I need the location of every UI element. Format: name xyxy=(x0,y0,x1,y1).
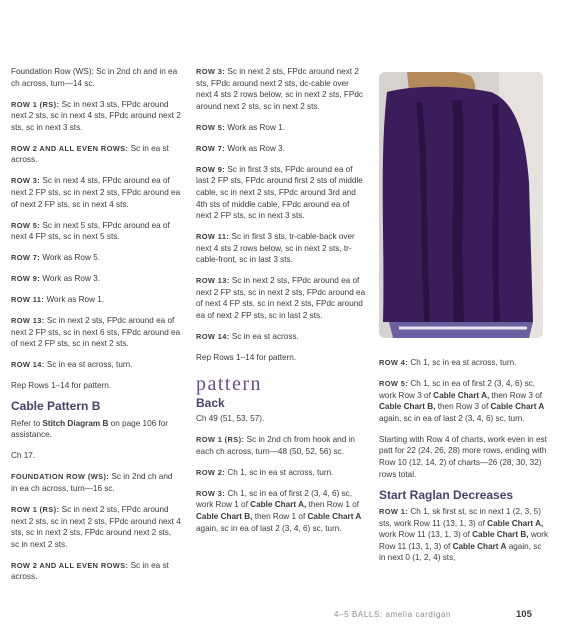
row-label: ROW 5: xyxy=(379,378,409,388)
row-text: Sc in next 3 sts, FPdc around next 2 sts, sc in next 4 sts, FPdc around next 2 sts, sc in next 3 sts. xyxy=(11,99,181,132)
row-2-even xyxy=(11,143,181,166)
row-label: ROW 5: xyxy=(196,122,226,132)
row-text: Sc in 2nd ch and in ea ch across, turn—16 sc. xyxy=(11,472,173,493)
row-text: Work as Row 5. xyxy=(40,253,101,263)
row-label: ROW 14: xyxy=(11,360,45,370)
child-in-cardigan-image xyxy=(379,72,543,338)
row-text: Ch 1, sc in ea of first 2 (3, 4, 6) sc, work Row 3 of xyxy=(379,378,536,400)
row-text: Sc in 2nd ch and in ea ch across, turn—14 sc. xyxy=(11,67,178,88)
row-label: ROW 1 (RS): xyxy=(196,435,245,445)
row-label: ROW 5: xyxy=(11,220,41,230)
row-label: ROW 7: xyxy=(196,143,226,153)
column-1 xyxy=(11,66,181,592)
row-text: Sc in ea st across, turn. xyxy=(44,360,133,370)
chart-ref: Cable Chart A, xyxy=(487,518,544,528)
row-text: Ch 1, sc in ea st across, turn. xyxy=(225,467,334,477)
row-label: ROW 7: xyxy=(11,253,41,263)
chart-ref: Cable Chart B, xyxy=(379,402,436,412)
stitch-diagram-link: Stitch Diagram B xyxy=(42,418,109,428)
b-row-14 xyxy=(196,331,366,343)
refer-pre: Refer to xyxy=(11,418,43,428)
b-row-9 xyxy=(196,164,366,222)
page-number: 105 xyxy=(516,609,532,620)
row-text: then Row 1 of xyxy=(252,511,308,521)
row-text: work Row 11 (13, 1, 3) of xyxy=(379,530,549,551)
chart-ref: Cable Chart A xyxy=(490,402,545,412)
refer-note xyxy=(11,418,181,441)
row-label: ROW 4: xyxy=(379,358,409,367)
b-foundation-row xyxy=(11,471,181,494)
row-text: Sc in next 5 sts, FPdc around ea of next 4 FP sts, sc in next 5 sts. xyxy=(11,220,170,242)
row-label: Foundation Row (WS): xyxy=(11,67,94,76)
cable-center xyxy=(457,100,459,322)
back-heading: Back xyxy=(196,395,225,410)
row-label: FOUNDATION ROW (WS): xyxy=(11,472,110,482)
row-text: Sc in next 2 sts, FPdc around ea of next 2 FP sts, sc in next 6 sts, FPdc around ea of next 2 FP sts, sc in next 2 sts. xyxy=(11,316,181,349)
row-14 xyxy=(11,359,181,371)
row-label: ROW 13: xyxy=(11,316,45,326)
row-text: again, sc in next 0 (1, 2, 4) sts, xyxy=(379,541,542,563)
row-text: Ch 1, sc in ea of first 2 (3, 4, 6) sc, work Row 1 of xyxy=(196,488,353,510)
b-repeat-note: Rep Rows 1–14 for pattern. xyxy=(196,353,297,363)
back-row-2 xyxy=(196,467,366,479)
row-5 xyxy=(11,220,181,243)
row-text: then Row 1 of xyxy=(306,500,360,510)
repeat-note: Rep Rows 1–14 for pattern. xyxy=(11,381,112,391)
row-text: Work as Row 1. xyxy=(44,295,105,305)
row-label: ROW 9: xyxy=(11,274,41,284)
back-row-4 xyxy=(379,357,549,369)
row-text: Sc in first 3 sts, FPdc around ea of last 2 FP sts, FPdc around first 2 sts of middle cable, sc in next 2 sts, FPdc around 3rd and 4th sts of middle cable, FPdc around ea of next 2 FP sts, sc in next 3 sts. xyxy=(196,164,363,221)
row-label: ROW 11: xyxy=(11,295,45,305)
work-even-note: Starting with Row 4 of charts, work even in est patt for 22 (24, 26, 28) more rows, ending with Row 10 (12, 14, 2) of charts—26 (28, 30, 32) rows total. xyxy=(379,434,547,479)
column-2 xyxy=(196,66,366,544)
row-label: ROW 13: xyxy=(196,276,230,286)
b-row-2-even xyxy=(11,560,181,583)
b-row-3 xyxy=(196,66,366,112)
chart-ref: Cable Chart B, xyxy=(196,511,253,521)
row-text: Sc in ea st across. xyxy=(11,143,169,165)
row-text: then Row 3 of xyxy=(489,390,543,400)
chart-ref: Cable Chart A, xyxy=(250,500,307,510)
b-row-7 xyxy=(196,143,366,155)
footer-title: 4–5 BALLS: amelia cardigan xyxy=(334,610,451,619)
row-11 xyxy=(11,294,181,306)
row-text: Sc in first 3 sts, tr-cable-back over next 4 sts 2 rows below, sc in next 2 sts, tr-cable-front, sc in last 3 sts. xyxy=(196,232,355,265)
row-label: ROW 3: xyxy=(196,67,226,76)
b-row-5 xyxy=(196,122,366,134)
row-text: Ch 1, sc in ea st across, turn. xyxy=(408,358,517,367)
b-row-11 xyxy=(196,231,366,266)
chart-ref: Cable Chart A xyxy=(307,511,362,521)
foundation-row xyxy=(11,66,181,89)
row-text: Sc in next 2 sts, FPdc around next 2 sts, FPdc around next 2 sts, dc-cable over next 4 sts 2 rows below, sc in next 2 sts, FPdc around next 2 sts, sc in next 2 sts. xyxy=(196,67,364,111)
chart-ref: Cable Chart A, xyxy=(433,390,490,400)
chart-ref: Cable Chart B, xyxy=(472,530,529,540)
row-text: work Row 11 (13, 1, 3) of xyxy=(379,530,473,540)
row-label: ROW 1 (RS): xyxy=(11,504,60,514)
row-text: Sc in ea st across. xyxy=(229,332,299,342)
row-text: Sc in next 2 sts, FPdc around next 2 sts, sc in next 2 sts, FPdc around next 4 sts, sc in next 2 sts, FPdc around next 2 sts, sc in next 2 sts. xyxy=(11,504,181,549)
row-label: ROW 9: xyxy=(196,164,226,174)
row-text: Sc in ea st across. xyxy=(11,560,169,582)
striped-skirt xyxy=(389,322,533,338)
row-text: Ch 1, sk first st, sc in next 1 (2, 3, 5) sts, work Row 11 (13, 1, 3) of xyxy=(379,507,541,528)
back-row-1 xyxy=(196,434,366,457)
row-label: ROW 1 (RS): xyxy=(11,99,60,109)
row-text: Sc in 2nd ch from hook and in each ch across, turn—48 (50, 52, 56) sc. xyxy=(196,435,355,456)
back-chain-count: Ch 49 (51, 53, 57). xyxy=(196,414,265,424)
pattern-heading: pattern xyxy=(196,372,263,395)
row-9 xyxy=(11,273,181,285)
chart-ref: Cable Chart A xyxy=(452,541,507,551)
row-13 xyxy=(11,315,181,350)
row-text: Work as Row 3. xyxy=(40,274,101,284)
row-text: Sc in next 2 sts, FPdc around ea of next 2 FP sts, sc in next 2 sts, FPdc around ea of next 4 FP sts, sc in next 2 sts, FPdc around ea of next 2 FP sts, sc in last 2 sts. xyxy=(196,276,366,321)
row-text: again, sc in ea of last 2 (3, 4, 6) sc, turn. xyxy=(379,413,525,423)
row-text: then Row 3 of xyxy=(435,402,491,412)
row-label: ROW 2: xyxy=(196,467,226,477)
back-row-3 xyxy=(196,488,366,534)
row-text: Sc in next 4 sts, FPdc around ea of next 2 FP sts, sc in next 2 sts, FPdc around ea of next 2 FP sts, sc in next 4 sts. xyxy=(11,176,181,209)
row-3 xyxy=(11,175,181,210)
b-row-13 xyxy=(196,275,366,321)
b-row-1 xyxy=(11,504,181,550)
column-3 xyxy=(379,357,549,573)
cable-right xyxy=(495,104,497,322)
back-row-5 xyxy=(379,378,549,424)
row-text: Work as Row 1. xyxy=(225,122,286,132)
row-label: ROW 2 AND ALL EVEN ROWS: xyxy=(11,560,129,570)
row-text: again, sc in ea of last 2 (3, 4, 6) sc, turn. xyxy=(196,523,342,533)
chain-count: Ch 17. xyxy=(11,451,36,461)
row-label: ROW 14: xyxy=(196,332,230,342)
raglan-row-1 xyxy=(379,506,549,564)
row-1 xyxy=(11,99,181,134)
row-label: ROW 1: xyxy=(379,507,409,517)
refer-post: on page 106 for assistance. xyxy=(11,418,169,440)
cable-pattern-b-heading: Cable Pattern B xyxy=(11,399,101,414)
raglan-heading: Start Raglan Decreases xyxy=(379,487,514,502)
row-text: Work as Row 3. xyxy=(225,143,286,153)
cardigan-photo xyxy=(379,72,543,338)
row-label: ROW 3: xyxy=(196,488,226,498)
row-7 xyxy=(11,252,181,264)
row-label: ROW 2 AND ALL EVEN ROWS: xyxy=(11,143,129,153)
row-label: ROW 11: xyxy=(196,232,230,242)
row-label: ROW 3: xyxy=(11,176,41,186)
